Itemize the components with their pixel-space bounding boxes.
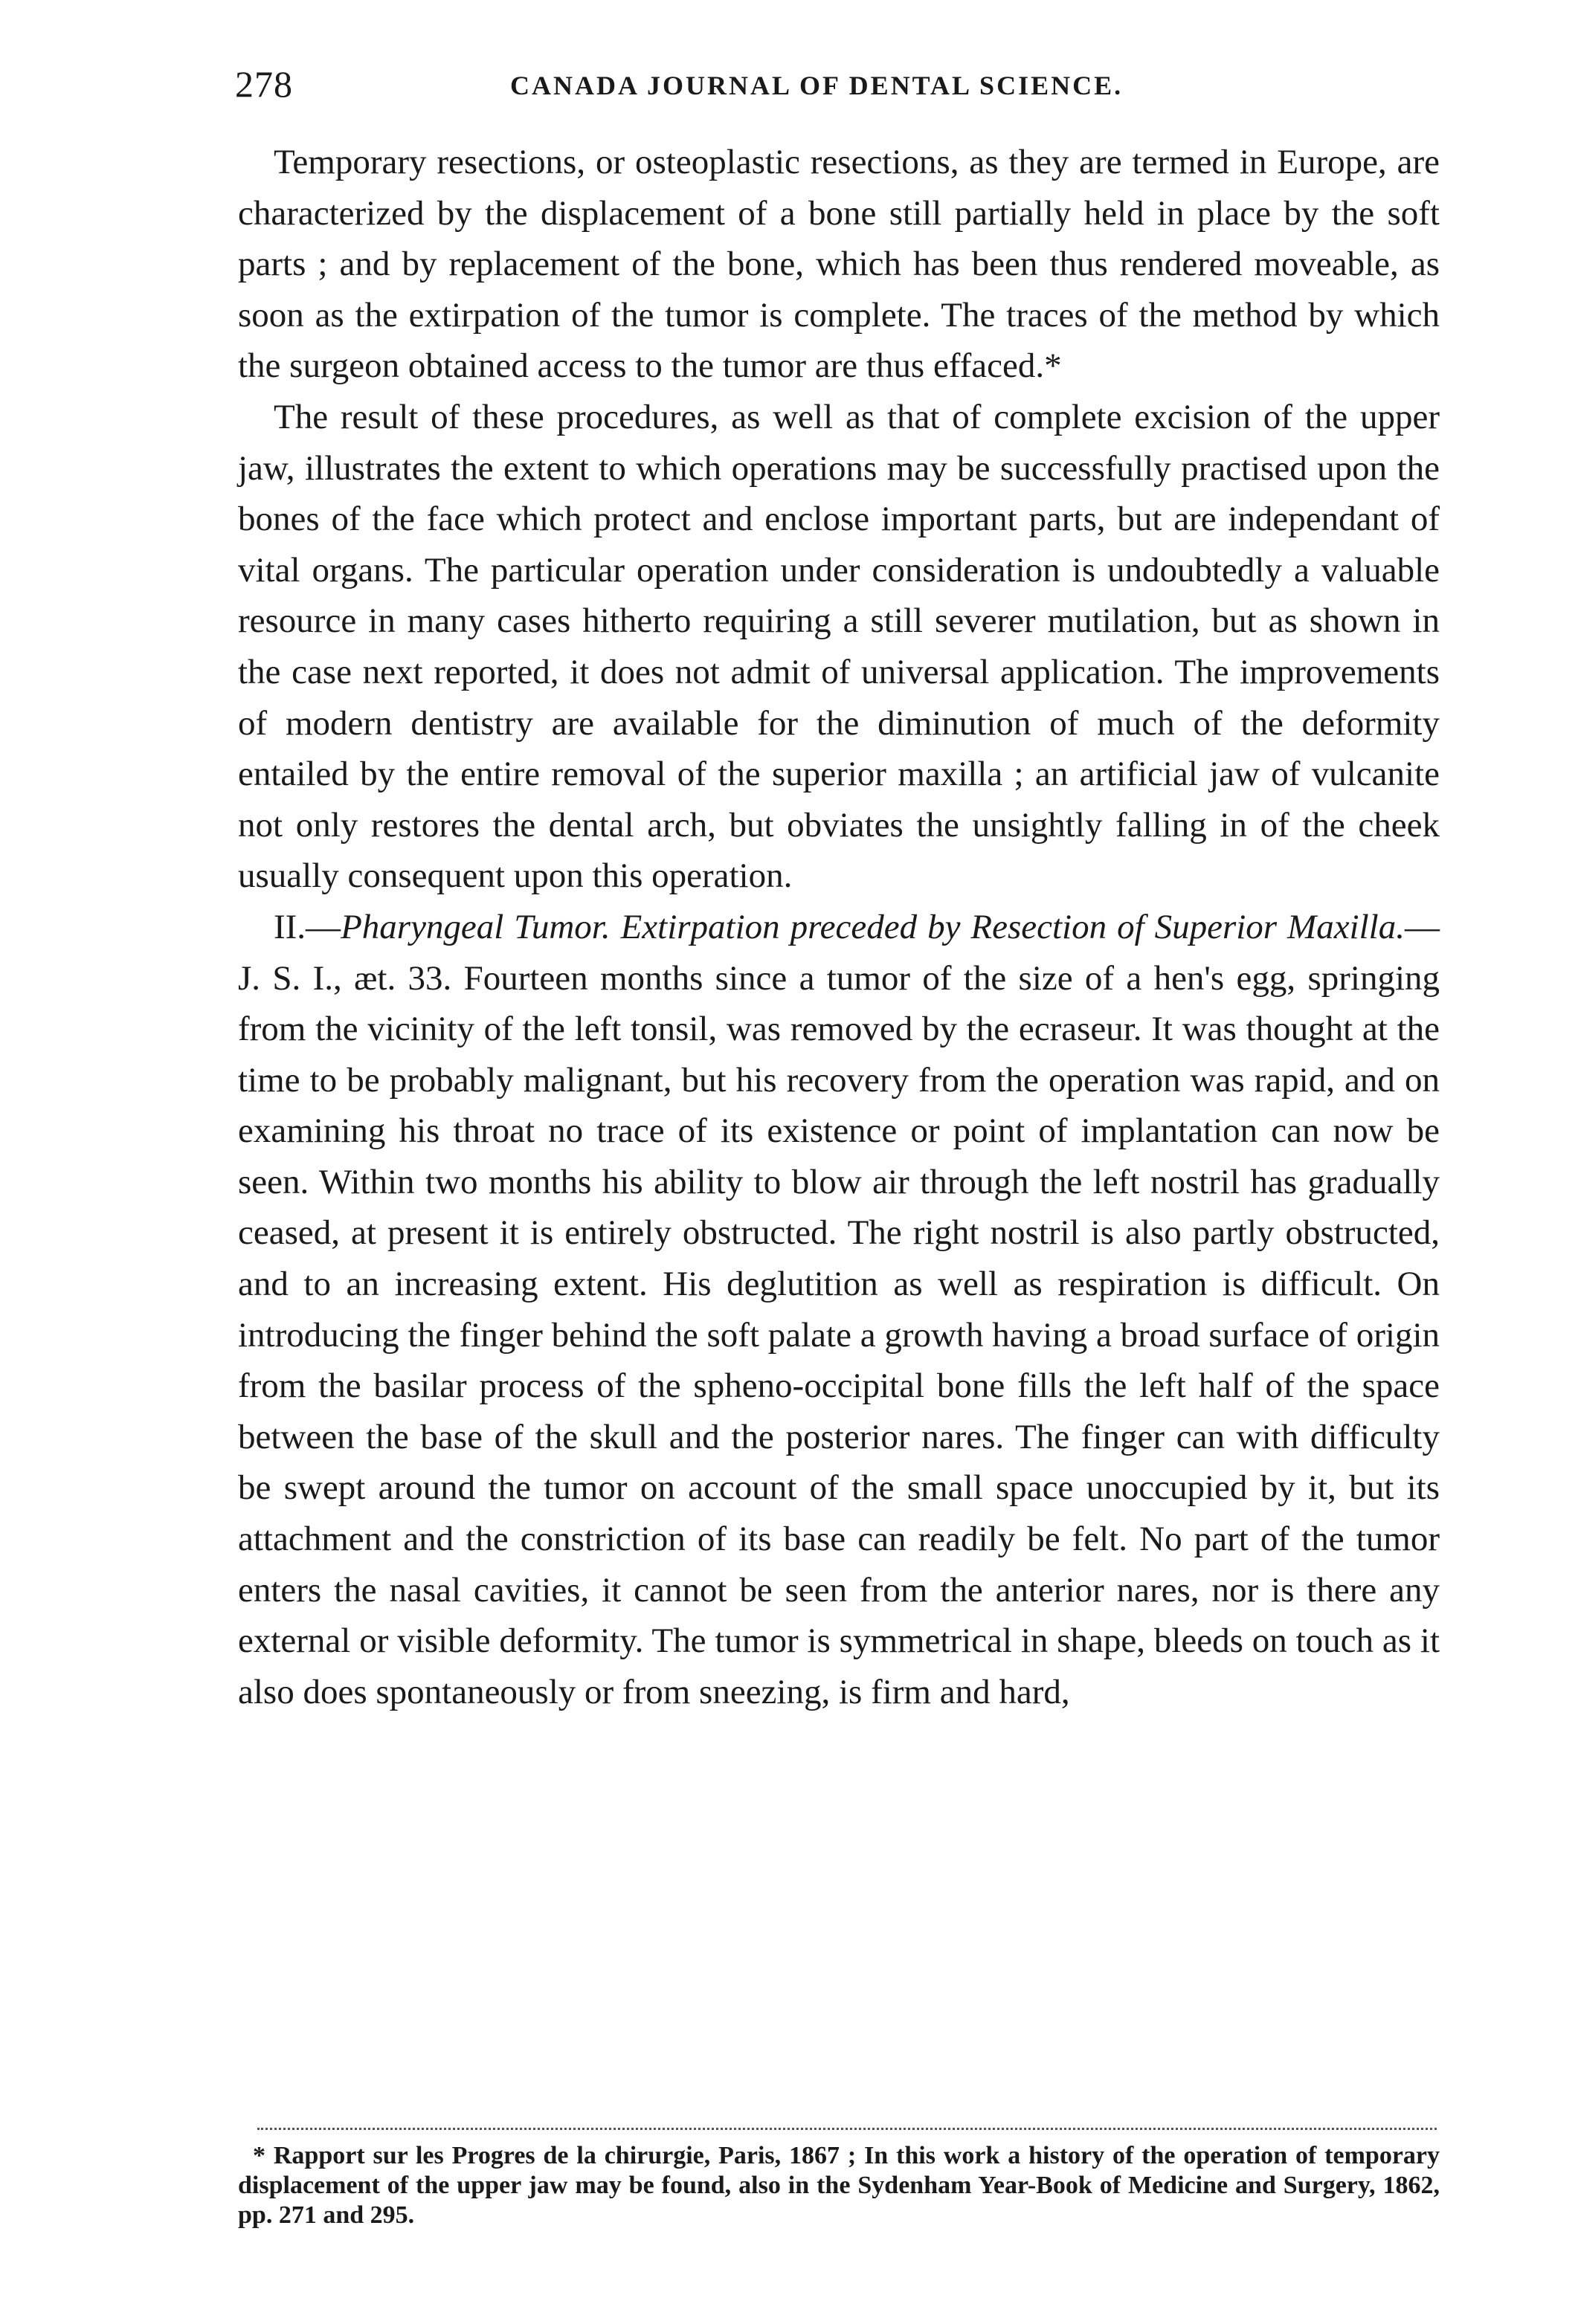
case-text: —J. S. I., æt. 33. Fourteen months since a tumor of the size of a hen's egg, springing from the vicinity of the left tonsil, was removed by the ecraseur. It was thought at the time to be probably malignant, but his recovery from the operation was rapid, and on examining his throat no trace of its existence or point of implantation can now be seen. Within two months his ability to blow air through the left nostril has gradually ceased, at present it is entirely obstructed. The right nostril is also partly obstructed, and to an increasing extent. His deglutition as well as respiration is difficult. On introducing the finger behind the soft palate a growth having a broad surface of origin from the basilar process of the spheno-occipital bone fills the left half of the space between the base of the skull and the posterior nares. The finger can with difficulty be swept around the tumor on account of the small space unoccupied by it, but its attachment and the constriction of its base can readily be felt. No part of the tumor enters the nasal cavities, it cannot be seen from the anterior nares, nor is there any external or visible deformity. The tumor is symmetrical in shape, bleeds on touch as it also does spontaneously or from sneezing, is firm and hard,	[238, 907, 1440, 1711]
body-text	[238, 137, 1440, 1717]
page-header	[235, 62, 1440, 114]
page-number: 278	[235, 63, 293, 105]
footnote-divider	[257, 2128, 1437, 2130]
running-head: CANADA JOURNAL OF DENTAL SCIENCE.	[510, 71, 1124, 100]
footnote: * Rapport sur les Progres de la chirurgie, Paris, 1867 ; In this work a history of the operation of temporary displacement of the upper jaw may be found, also in the Sydenham Year-Book of Medicine and Surgery, 1862, pp. 271 and 295.	[238, 2142, 1440, 2229]
case-number: II.—	[274, 907, 341, 946]
paragraph-case-ii	[238, 902, 1440, 1718]
paragraph-results: The result of these procedures, as well as that of complete excision of the upper jaw, illustrates the extent to which operations may be successfully practised upon the bones of the face which protect and enclose important parts, but are independant of vital organs. The particular operation under consideration is undoubtedly a valuable resource in many cases hitherto requiring a still severer mutilation, but as shown in the case next reported, it does not admit of universal application. The improvements of modern dentistry are available for the diminution of much of the deformity entailed by the entire removal of the superior maxilla ; an artificial jaw of vulcanite not only restores the dental arch, but obviates the unsightly falling in of the cheek usually consequent upon this operation.	[238, 397, 1440, 896]
paragraph-temporary-resections: Temporary resections, or osteoplastic resections, as they are termed in Europe, are characterized by the displacement of a bone still partially held in place by the soft parts ; and by replacement of the bone, which has been thus rendered moveable, as soon as the extirpation of the tumor is complete. The traces of the method by which the surgeon obtained access to the tumor are thus effaced.*	[238, 143, 1440, 386]
case-title: Pharyngeal Tumor. Extirpation preceded by Resection of Superior Maxilla.	[341, 907, 1405, 946]
